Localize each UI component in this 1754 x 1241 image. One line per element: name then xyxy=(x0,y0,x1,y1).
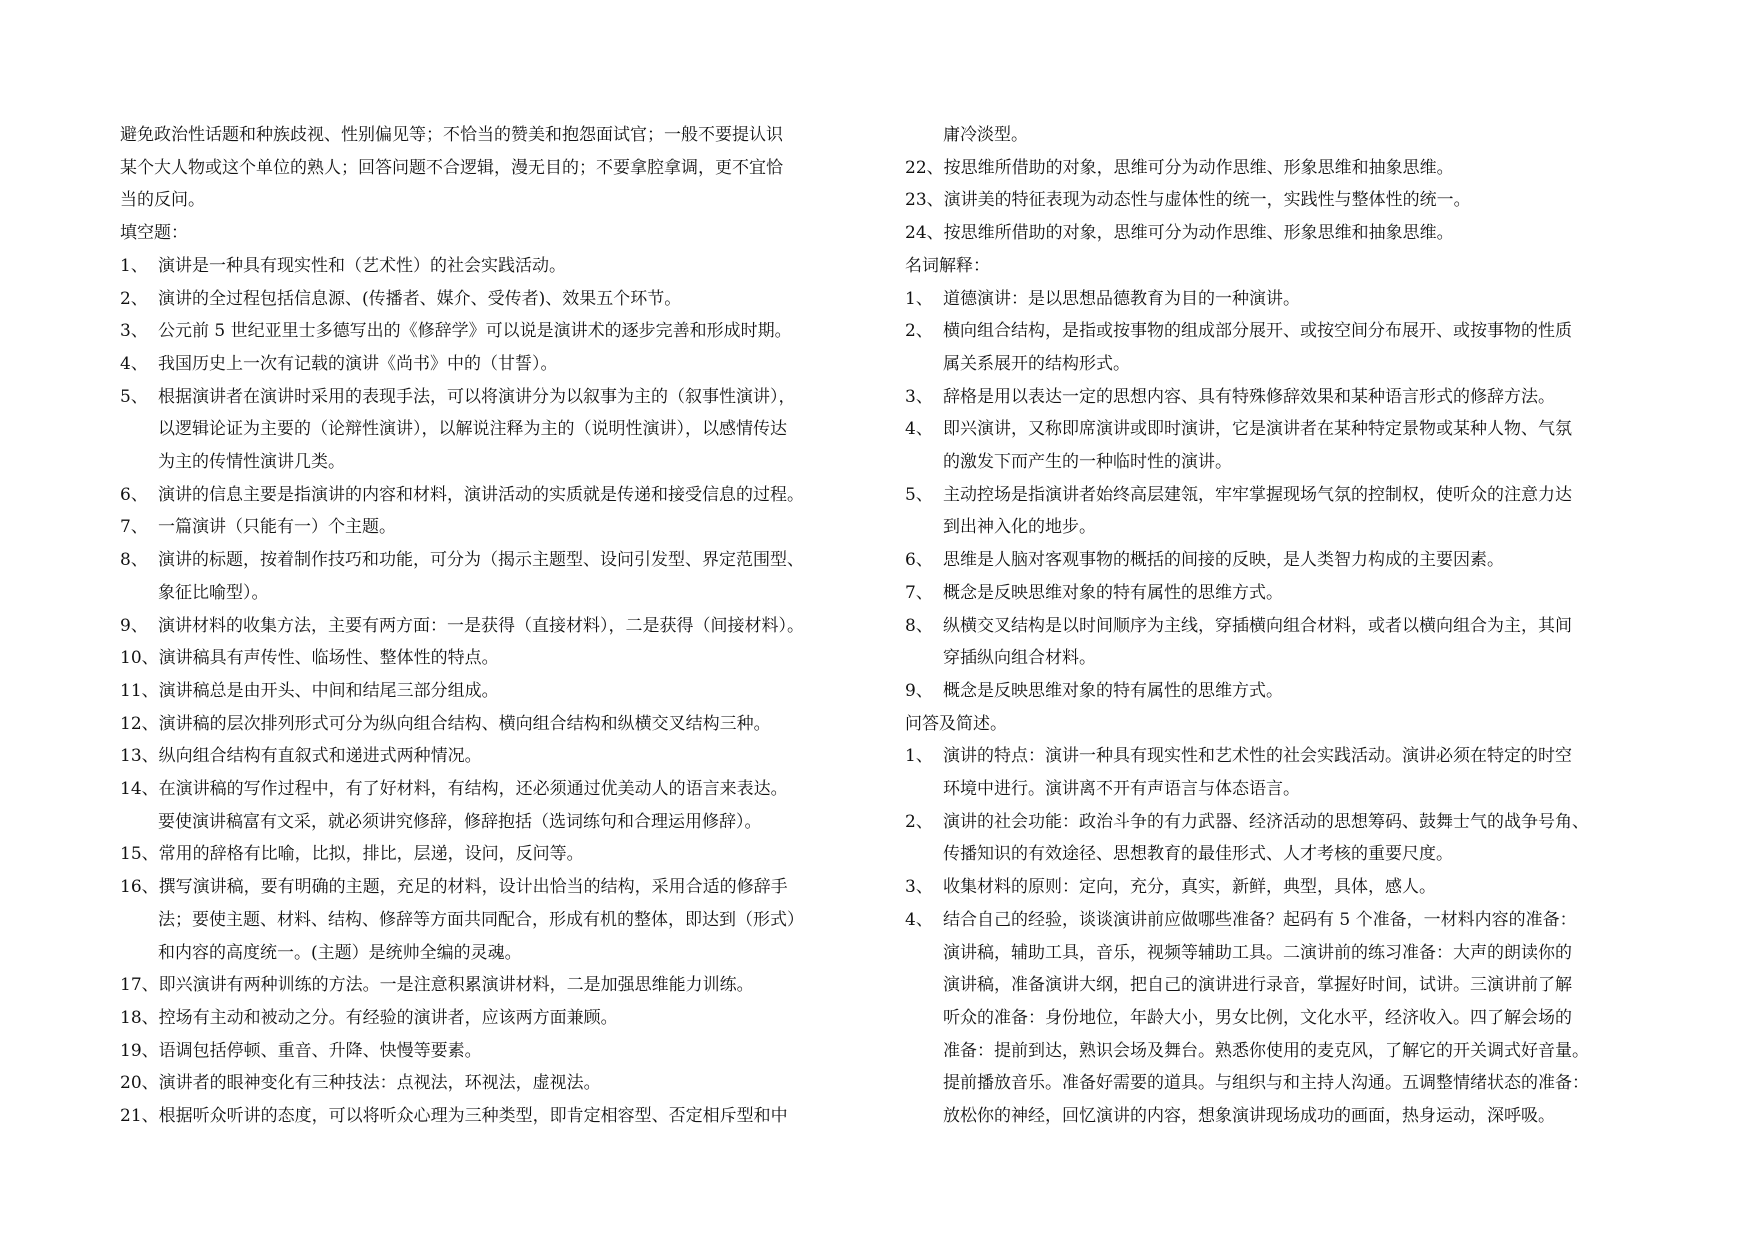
item-text xyxy=(943,806,1650,871)
item-line: 法；要使主题、材料、结构、修辞等方面共同配合，形成有机的整体，即达到（形式） xyxy=(158,909,804,930)
item-number: 16、 xyxy=(120,877,159,898)
item-text xyxy=(943,544,1650,577)
item-text xyxy=(120,642,868,675)
item-text xyxy=(943,740,1650,805)
term-item xyxy=(905,413,1650,478)
item-text xyxy=(120,838,868,871)
fill-item xyxy=(120,315,868,348)
fill-item xyxy=(120,348,868,381)
item-first-line xyxy=(905,152,1650,185)
item-number: 11、 xyxy=(120,680,159,701)
item-line: 演讲者的眼神变化有三种技法：点视法，环视法，虚视法。 xyxy=(158,1073,601,1094)
item-number: 19、 xyxy=(120,1040,159,1061)
item-number: 22、 xyxy=(905,157,944,178)
item-number: 4、 xyxy=(905,909,933,930)
item-line: 根据听众听讲的态度，可以将听众心理为三种类型，即肯定相容型、否定相斥型和中 xyxy=(158,1106,788,1127)
item-line: 属关系展开的结构形式。 xyxy=(943,353,1130,374)
item-first-line xyxy=(120,1100,868,1133)
item-first-line xyxy=(120,838,868,871)
item-number: 2、 xyxy=(905,321,933,342)
item-line: 撰写演讲稿，要有明确的主题，充足的材料，设计出恰当的结构，采用合适的修辞手 xyxy=(158,877,788,898)
item-text xyxy=(158,250,868,283)
item-line: 演讲稿具有声传性、临场性、整体性的特点。 xyxy=(158,648,499,669)
item-text xyxy=(158,348,868,381)
fill-item xyxy=(120,479,868,512)
item-number: 5、 xyxy=(120,386,148,407)
term-item xyxy=(905,577,1650,610)
item-number: 1、 xyxy=(905,746,933,767)
item-text xyxy=(158,381,868,479)
qa-item xyxy=(905,740,1650,805)
item-line: 概念是反映思维对象的特有属性的思维方式。 xyxy=(943,582,1283,603)
item-number: 8、 xyxy=(120,550,148,571)
qa-item xyxy=(905,904,1650,1133)
item-line: 常用的辞格有比喻，比拟，排比，层递，设问，反问等。 xyxy=(158,844,584,865)
item-line: 演讲的社会功能：政治斗争的有力武器、经济活动的思想筹码、鼓舞士气的战争号角、 xyxy=(943,811,1589,832)
item-text xyxy=(943,904,1650,1133)
term-item xyxy=(905,675,1650,708)
item-line: 演讲稿总是由开头、中间和结尾三部分组成。 xyxy=(158,680,499,701)
item-line: 我国历史上一次有记载的演讲《尚书》中的（甘誓）。 xyxy=(158,353,558,374)
item-line: 道德演讲：是以思想品德教育为目的一种演讲。 xyxy=(943,288,1300,309)
item-line: 按思维所借助的对象，思维可分为动作思维、形象思维和抽象思维。 xyxy=(943,157,1454,178)
item-line: 演讲的信息主要是指演讲的内容和材料，演讲活动的实质就是传递和接受信息的过程。 xyxy=(158,484,804,505)
item-line: 放松你的神经，回忆演讲的内容，想象演讲现场成功的画面，热身运动，深呼吸。 xyxy=(943,1106,1555,1127)
item-number: 14、 xyxy=(120,779,159,800)
item-line: 提前播放音乐。准备好需要的道具。与组织与和主持人沟通。五调整情绪状态的准备： xyxy=(943,1073,1589,1094)
term-item xyxy=(905,544,1650,577)
item-line: 环境中进行。演讲离不开有声语言与体态语言。 xyxy=(943,779,1300,800)
item-text xyxy=(120,1100,868,1133)
item-number: 10、 xyxy=(120,648,159,669)
item-line: 听众的准备：身份地位，年龄大小，男女比例，文化水平，经济收入。四了解会场的 xyxy=(943,1007,1572,1028)
item-text xyxy=(120,1067,868,1100)
intro-line: 当的反问。 xyxy=(120,190,205,211)
item-line: 结合自己的经验，谈谈演讲前应做哪些准备？起码有 5 个准备，一材料内容的准备： xyxy=(943,909,1577,930)
item-text xyxy=(943,871,1650,904)
section-heading-terms: 名词解释： xyxy=(905,255,990,276)
item-first-line xyxy=(120,1002,868,1035)
item-first-line xyxy=(905,184,1650,217)
item-text xyxy=(158,315,868,348)
item-number: 18、 xyxy=(120,1007,159,1028)
item-number: 3、 xyxy=(905,877,933,898)
item-first-line xyxy=(120,675,868,708)
item-text xyxy=(905,152,1650,185)
item-text xyxy=(943,577,1650,610)
item-text xyxy=(120,675,868,708)
item-number: 4、 xyxy=(120,353,148,374)
item-number: 9、 xyxy=(905,680,933,701)
item-number: 7、 xyxy=(120,517,148,538)
item-line: 语调包括停顿、重音、升降、快慢等要素。 xyxy=(158,1040,482,1061)
left-column xyxy=(120,119,868,1133)
item-number: 12、 xyxy=(120,713,159,734)
item-first-line xyxy=(120,1035,868,1068)
item-line: 即兴演讲有两种训练的方法。一是注意积累演讲材料，二是加强思维能力训练。 xyxy=(158,975,754,996)
item-line: 控场有主动和被动之分。有经验的演讲者，应该两方面兼顾。 xyxy=(158,1007,618,1028)
item-line: 到出神入化的地步。 xyxy=(943,517,1096,538)
item-number: 13、 xyxy=(120,746,159,767)
item-text xyxy=(120,708,868,741)
intro-line: 避免政治性话题和种族歧视、性别偏见等；不恰当的赞美和抱怨面试官；一般不要提认识 xyxy=(120,125,783,145)
item-line: 主动控场是指演讲者始终高层建瓴，牢牢掌握现场气氛的控制权，使听众的注意力达 xyxy=(943,484,1572,505)
fill-item xyxy=(120,511,868,544)
item-first-line xyxy=(120,740,868,773)
item-first-line xyxy=(905,217,1650,250)
term-item xyxy=(905,315,1650,380)
item-number: 23、 xyxy=(905,190,944,211)
item-number: 3、 xyxy=(905,386,933,407)
item-text xyxy=(158,283,868,316)
item-number: 1、 xyxy=(905,288,933,309)
qa-item xyxy=(905,871,1650,904)
intro-line: 某个大人物或这个单位的熟人；回答问题不合逻辑，漫无目的；不要拿腔拿调，更不宜恰 xyxy=(120,157,783,178)
fill-item xyxy=(120,283,868,316)
item-line: 演讲稿，准备演讲大纲，把自己的演讲进行录音，掌握好时间，试讲。三演讲前了解 xyxy=(943,975,1572,996)
item-line: 即兴演讲，又称即席演讲或即时演讲，它是演讲者在某种特定景物或某种人物、气氛 xyxy=(943,419,1572,440)
item-line: 一篇演讲（只能有一）个主题。 xyxy=(158,517,396,538)
item-text xyxy=(120,871,868,969)
item-line: 演讲的特点：演讲一种具有现实性和艺术性的社会实践活动。演讲必须在特定的时空 xyxy=(943,746,1572,767)
item-number: 20、 xyxy=(120,1073,159,1094)
item-text xyxy=(943,675,1650,708)
item-text xyxy=(943,283,1650,316)
item-text xyxy=(943,413,1650,478)
carry-over-line: 庸冷淡型。 xyxy=(943,125,1028,145)
item-text xyxy=(158,511,868,544)
item-line: 横向组合结构，是指或按事物的组成部分展开、或按空间分布展开、或按事物的性质 xyxy=(943,321,1572,342)
item-text xyxy=(943,381,1650,414)
right-column xyxy=(905,119,1650,1133)
fill-item xyxy=(120,610,868,643)
item-number: 5、 xyxy=(905,484,933,505)
item-line: 要使演讲稿富有文采，就必须讲究修辞，修辞抱括（选词练句和合理运用修辞）。 xyxy=(158,811,762,832)
item-line: 的激发下而产生的一种临时性的演讲。 xyxy=(943,452,1232,473)
item-number: 24、 xyxy=(905,223,944,244)
item-text xyxy=(943,479,1650,544)
term-item xyxy=(905,610,1650,675)
fill-item xyxy=(120,381,868,479)
item-line: 公元前 5 世纪亚里士多德写出的《修辞学》可以说是演讲术的逐步完善和形成时期。 xyxy=(158,321,792,342)
item-line: 象征比喻型）。 xyxy=(158,582,269,603)
item-number: 2、 xyxy=(120,288,148,309)
item-number: 21、 xyxy=(120,1106,159,1127)
item-text xyxy=(120,1002,868,1035)
item-text xyxy=(943,315,1650,380)
item-number: 2、 xyxy=(905,811,933,832)
item-first-line xyxy=(120,708,868,741)
item-line: 根据演讲者在演讲时采用的表现手法，可以将演讲分为以叙事为主的（叙事性演讲）， xyxy=(158,386,796,407)
item-line: 收集材料的原则：定向，充分，真实，新鲜，典型，具体，感人。 xyxy=(943,877,1436,898)
item-line: 演讲稿，辅助工具，音乐，视频等辅助工具。二演讲前的练习准备：大声的朗读你的 xyxy=(943,942,1572,963)
item-line: 以逻辑论证为主要的（论辩性演讲），以解说注释为主的（说明性演讲），以感情传达 xyxy=(158,419,787,440)
term-item xyxy=(905,381,1650,414)
term-item xyxy=(905,283,1650,316)
item-number: 1、 xyxy=(120,255,148,276)
item-text xyxy=(905,217,1650,250)
term-item xyxy=(905,479,1650,544)
item-first-line xyxy=(120,642,868,675)
item-line: 准备：提前到达，熟识会场及舞台。熟悉你使用的麦克风，了解它的开关调式好音量。 xyxy=(943,1040,1589,1061)
item-line: 演讲的全过程包括信息源、(传播者、媒介、受传者)、效果五个环节。 xyxy=(158,288,682,309)
item-number: 4、 xyxy=(905,419,933,440)
item-number: 17、 xyxy=(120,975,159,996)
qa-item xyxy=(905,806,1650,871)
item-line: 纵横交叉结构是以时间顺序为主线，穿插横向组合材料，或者以横向组合为主，其间 xyxy=(943,615,1572,636)
item-line: 演讲稿的层次排列形式可分为纵向组合结构、横向组合结构和纵横交叉结构三种。 xyxy=(158,713,771,734)
item-line: 和内容的高度统一。(主题）是统帅全编的灵魂。 xyxy=(158,942,522,963)
item-line: 传播知识的有效途径、思想教育的最佳形式、人才考核的重要尺度。 xyxy=(943,844,1453,865)
item-text xyxy=(158,610,868,643)
item-line: 穿插纵向组合材料。 xyxy=(943,648,1096,669)
item-first-line xyxy=(120,1067,868,1100)
item-text xyxy=(158,479,868,512)
item-line: 演讲是一种具有现实性和（艺术性）的社会实践活动。 xyxy=(158,255,566,276)
item-text xyxy=(120,1035,868,1068)
section-heading-qa: 问答及简述。 xyxy=(905,713,1007,734)
item-line: 演讲材料的收集方法，主要有两方面：一是获得（直接材料），二是获得（间接材料）。 xyxy=(158,615,804,636)
item-line: 思维是人脑对客观事物的概括的间接的反映，是人类智力构成的主要因素。 xyxy=(943,550,1504,571)
item-number: 3、 xyxy=(120,321,148,342)
item-line: 辞格是用以表达一定的思想内容、具有特殊修辞效果和某种语言形式的修辞方法。 xyxy=(943,386,1555,407)
item-first-line xyxy=(120,969,868,1002)
fill-item xyxy=(120,250,868,283)
item-text xyxy=(158,544,868,609)
item-text xyxy=(120,773,868,838)
item-line: 演讲美的特征表现为动态性与虚体性的统一，实践性与整体性的统一。 xyxy=(943,190,1471,211)
item-number: 9、 xyxy=(120,615,148,636)
item-line: 按思维所借助的对象，思维可分为动作思维、形象思维和抽象思维。 xyxy=(943,223,1454,244)
item-line: 纵向组合结构有直叙式和递进式两种情况。 xyxy=(158,746,482,767)
fill-item xyxy=(120,544,868,609)
item-text xyxy=(120,740,868,773)
item-text xyxy=(120,969,868,1002)
item-number: 8、 xyxy=(905,615,933,636)
item-line: 在演讲稿的写作过程中，有了好材料，有结构，还必须通过优美动人的语言来表达。 xyxy=(158,779,788,800)
item-number: 15、 xyxy=(120,844,159,865)
item-line: 概念是反映思维对象的特有属性的思维方式。 xyxy=(943,680,1283,701)
item-text xyxy=(905,184,1650,217)
section-heading-fill: 填空题： xyxy=(120,223,188,244)
item-line: 为主的传情性演讲几类。 xyxy=(158,452,345,473)
item-line: 演讲的标题，按着制作技巧和功能，可分为（揭示主题型、设问引发型、界定范围型、 xyxy=(158,550,804,571)
item-first-line xyxy=(120,773,868,806)
item-number: 6、 xyxy=(905,550,933,571)
item-number: 7、 xyxy=(905,582,933,603)
item-number: 6、 xyxy=(120,484,148,505)
item-text xyxy=(943,610,1650,675)
item-first-line xyxy=(120,871,868,904)
